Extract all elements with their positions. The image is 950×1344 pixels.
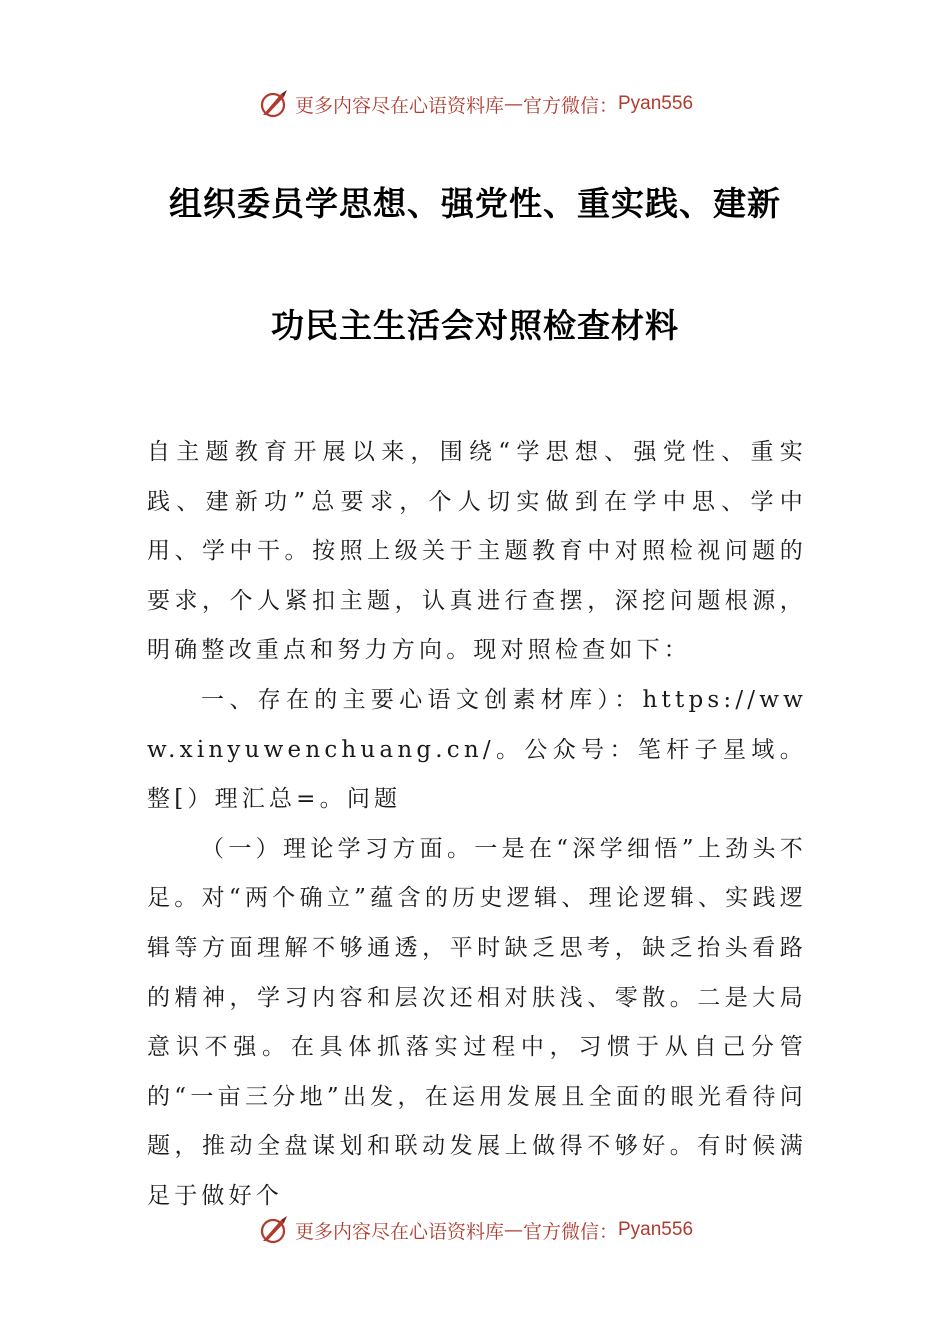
watermark-text: 更多内容尽在心语资料库 xyxy=(294,94,504,117)
watermark-label: 官方微信： xyxy=(522,1220,618,1243)
quill-pen-logo-icon xyxy=(257,1214,289,1246)
watermark-wechat-id: Pyan556 xyxy=(618,1219,694,1240)
watermark-wechat-id: Pyan556 xyxy=(618,93,694,114)
paragraph-theory-study: （一）理论学习方面。一是在“深学细悟”上劲头不足。对“两个确立”蕴含的历史逻辑、理论逻辑、实践逻辑等方面理解不够通透，平时缺乏思考，缺乏抬头看路的精神，学习内容和层次还相对肤浅、零散。二是大局意识不强。在具体抓落实过程中，习惯于从自己分管的“一亩三分地”出发，在运用发展且全面的眼光看待问题，推动全盘谋划和联动发展上做得不够好。有时候满足于做好个 xyxy=(147,835,807,1209)
watermark-label: 官方微信： xyxy=(522,94,618,117)
footer-watermark xyxy=(0,1208,950,1252)
paragraph-intro: 自主题教育开展以来，围绕“学思想、强党性、重实践、建新功”总要求，个人切实做到在学中思、学中用、学中干。按照上级关于主题教育中对照检视问题的要求，个人紧扣主题，认真进行查摆，深挖问题根源，明确整改重点和努力方向。现对照检查如下： xyxy=(147,439,807,664)
watermark-separator: — xyxy=(503,1219,523,1241)
watermark-text: 更多内容尽在心语资料库 xyxy=(294,1220,504,1243)
watermark-separator: — xyxy=(503,93,523,115)
quill-pen-logo-icon xyxy=(257,88,289,120)
document-body xyxy=(147,428,807,1222)
header-watermark xyxy=(0,82,950,126)
document-title-line-2: 功民主生活会对照检查材料 xyxy=(271,306,679,345)
paragraph-section-heading: 一、存在的主要心语文创素材库）：https://www.xinyuwenchuang.cn/。公众号：笔杆子星域。整[）理汇总=。问题 xyxy=(147,686,807,813)
document-title-line-1: 组织委员学思想、强党性、重实践、建新 xyxy=(169,184,781,223)
